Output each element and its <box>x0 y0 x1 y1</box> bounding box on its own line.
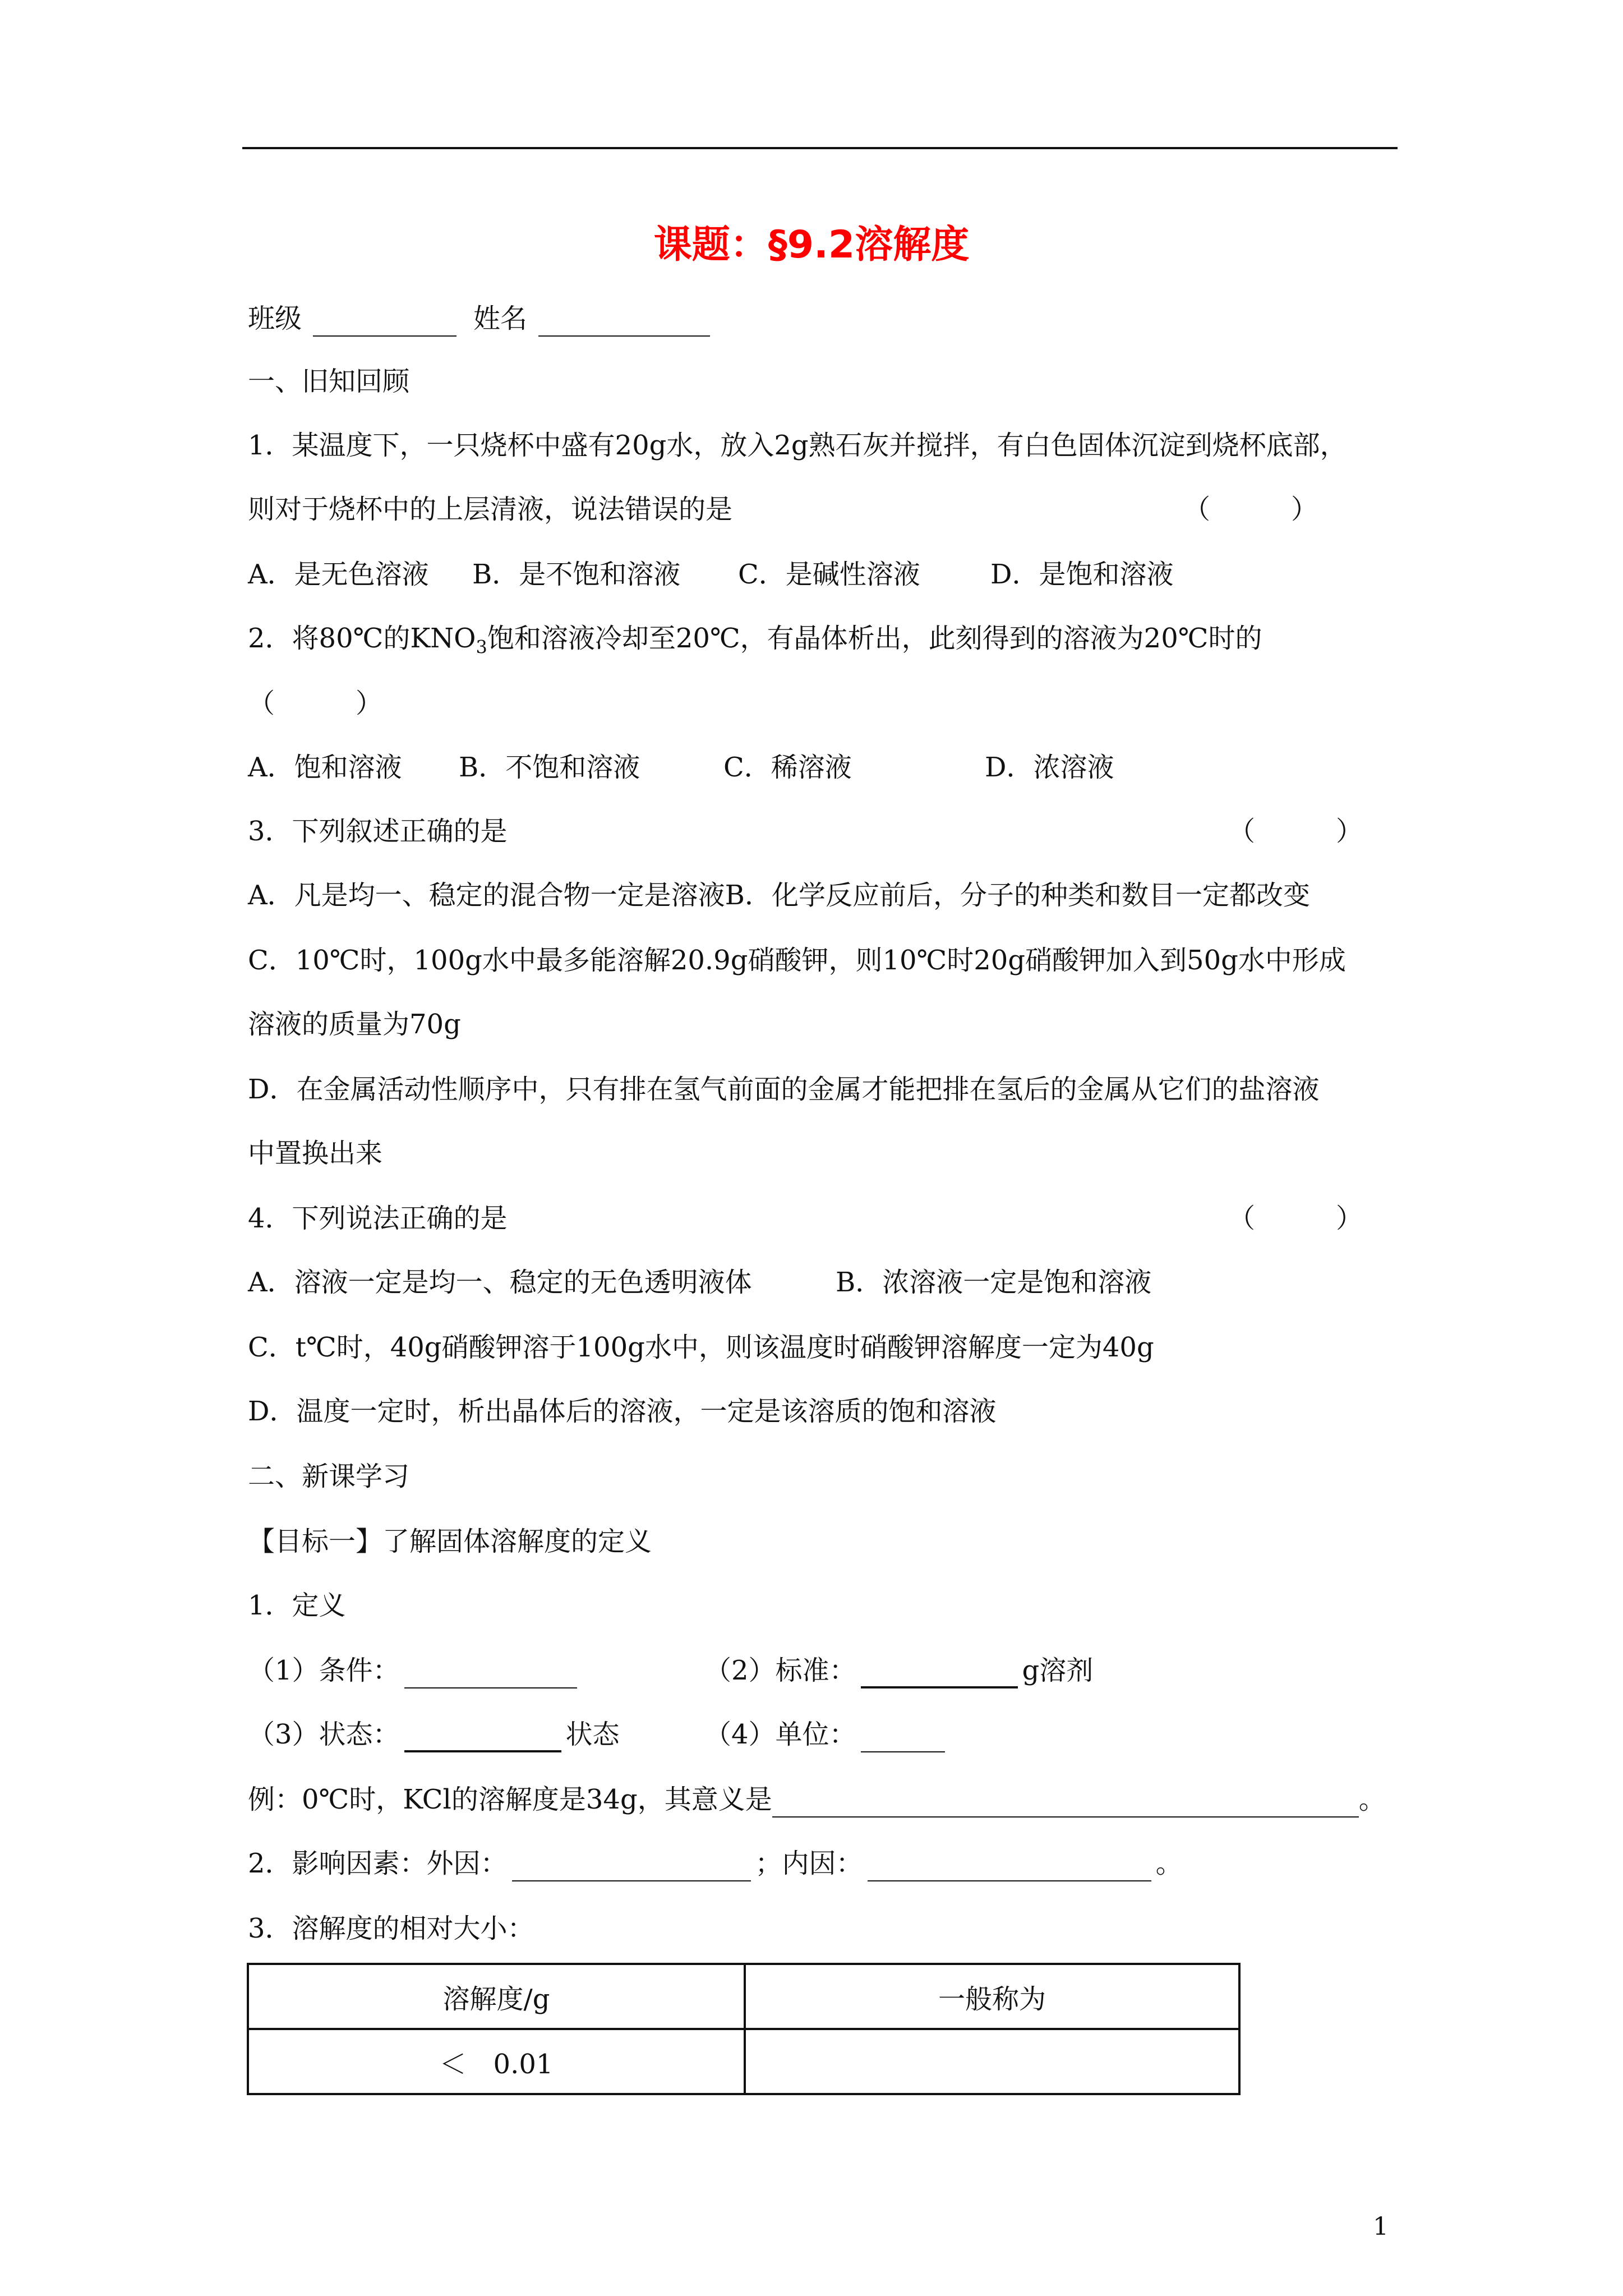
q4-option-d: D．温度一定时，析出晶体后的溶液，一定是该溶质的饱和溶液 <box>248 1396 997 1427</box>
student-info-line <box>248 301 714 337</box>
section-review-heading: 一、旧知回顾 <box>248 366 410 397</box>
q3-answer-paren[interactable]: （ ） <box>1228 816 1363 847</box>
q1-option-c: C．是碱性溶液 <box>738 559 920 590</box>
q3-option-ab: A．凡是均一、稳定的混合物一定是溶液B．化学反应前后，分子的种类和数目一定都改变 <box>248 880 1310 911</box>
example-line: 例：0℃时，KCl的溶解度是34g，其意义是 。 <box>248 1782 1386 1818</box>
q4-stem: 4．下列说法正确的是 <box>248 1203 508 1234</box>
q2-subscript: 3 <box>476 636 487 658</box>
class-label: 班级 <box>248 303 302 334</box>
internal-factor-blank[interactable] <box>868 1853 1151 1881</box>
class-blank[interactable] <box>313 309 457 337</box>
factors-line: 2．影响因素：外因： ；内因： 。 <box>248 1846 1183 1881</box>
q4-option-a: A．溶液一定是均一、稳定的无色透明液体 <box>248 1267 752 1298</box>
goal-one-heading: 【目标一】了解固体溶解度的定义 <box>248 1526 652 1557</box>
q1-option-b: B．是不饱和溶液 <box>472 559 681 590</box>
table-cell: ＜ 0.01 <box>248 2029 745 2094</box>
q2-option-a: A．饱和溶液 <box>248 752 402 783</box>
q2-answer-paren[interactable]: （ ） <box>248 688 383 719</box>
q1-answer-paren[interactable]: （ ） <box>1183 494 1318 525</box>
definition-condition: （1）条件： <box>248 1653 582 1688</box>
q1-option-a: A．是无色溶液 <box>248 559 429 590</box>
definition-heading: 1．定义 <box>248 1590 346 1621</box>
q1-line1: 1．某温度下，一只烧杯中盛有20g水，放入2g熟石灰并搅拌，有白色固体沉淀到烧杯底部， <box>248 430 1347 461</box>
table-header-cell: 一般称为 <box>745 1964 1239 2029</box>
table-header-cell: 溶解度/g <box>248 1964 745 2029</box>
table-cell-answer[interactable] <box>745 2029 1239 2094</box>
q3-option-c-line1: C．10℃时，100g水中最多能溶解20.9g硝酸钾，则10℃时20g硝酸钾加入到50g水中形成 <box>248 945 1346 976</box>
name-label: 姓名 <box>473 303 528 334</box>
q3-option-c-line2: 溶液的质量为70g <box>248 1009 461 1040</box>
table-header-row <box>248 1964 1239 2029</box>
definition-standard: （2）标准： g溶剂 <box>704 1653 1093 1688</box>
unit-blank[interactable] <box>861 1724 945 1752</box>
header-rule <box>242 147 1398 149</box>
relative-size-heading: 3．溶解度的相对大小： <box>248 1913 534 1944</box>
q4-answer-paren[interactable]: （ ） <box>1228 1203 1363 1234</box>
solubility-table <box>247 1963 1241 2095</box>
q3-option-d-line2: 中置换出来 <box>248 1138 383 1169</box>
name-blank[interactable] <box>538 309 710 337</box>
table-row <box>248 2029 1239 2094</box>
q1-option-d: D．是饱和溶液 <box>990 559 1174 590</box>
q4-option-b: B．浓溶液一定是饱和溶液 <box>836 1267 1152 1298</box>
page-number: 1 <box>1373 2212 1389 2241</box>
condition-blank[interactable] <box>404 1660 577 1688</box>
external-factor-blank[interactable] <box>512 1853 751 1881</box>
q2-option-b: B．不饱和溶液 <box>459 752 640 783</box>
page-title: 课题：§9.2溶解度 <box>653 223 970 267</box>
standard-blank[interactable] <box>861 1659 1018 1688</box>
q4-option-c: C．t℃时，40g硝酸钾溶于100g水中，则该温度时硝酸钾溶解度一定为40g <box>248 1332 1154 1363</box>
q2-option-c: C．稀溶液 <box>723 752 852 783</box>
q3-stem: 3．下列叙述正确的是 <box>248 816 508 847</box>
state-blank[interactable] <box>404 1723 561 1752</box>
section-new-lesson-heading: 二、新课学习 <box>248 1461 410 1492</box>
q1-line2: 则对于烧杯中的上层清液，说法错误的是 <box>248 494 733 525</box>
definition-unit: （4）单位： <box>704 1717 949 1752</box>
example-blank[interactable] <box>772 1789 1359 1818</box>
q2-option-d: D．浓溶液 <box>985 752 1114 783</box>
q3-option-d-line1: D．在金属活动性顺序中，只有排在氢气前面的金属才能把排在氢后的金属从它们的盐溶液 <box>248 1074 1320 1105</box>
q2-line1: 2．将80℃的$KNO_3$饱和溶液冷却至20℃，有晶体析出，此刻得到的溶液为20℃时的 <box>248 623 1262 658</box>
definition-state: （3）状态： 状态 <box>248 1717 620 1752</box>
